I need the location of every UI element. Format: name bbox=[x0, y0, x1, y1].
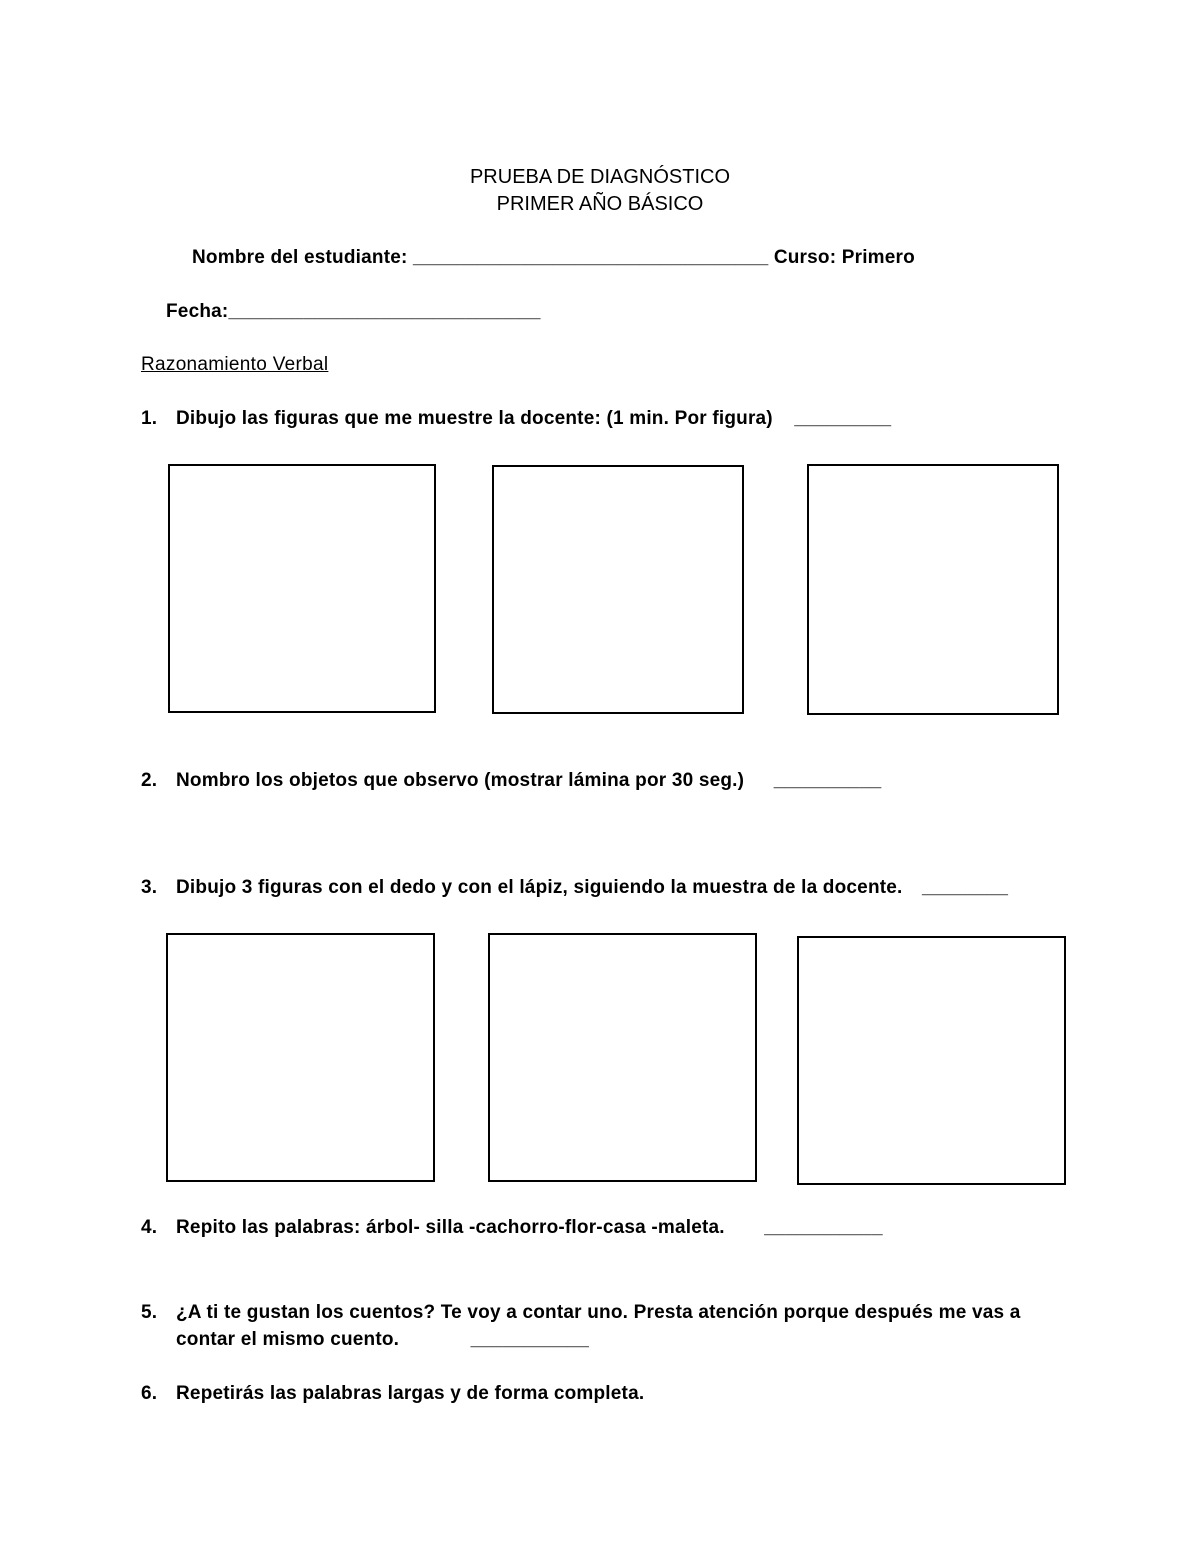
date-label: Fecha: bbox=[166, 301, 229, 322]
page-title: PRUEBA DE DIAGNÓSTICO bbox=[469, 166, 731, 188]
question-2-text: Nombro los objetos que observo (mostrar lámina por 30 seg.) bbox=[176, 770, 745, 791]
question-1-score-blank[interactable]: _________ bbox=[794, 408, 892, 429]
question-1-text: Dibujo las figuras que me muestre la docente: (1 min. Por figura) bbox=[176, 408, 773, 429]
question-5-number: 5. bbox=[141, 1302, 158, 1323]
question-6-number: 6. bbox=[141, 1383, 158, 1404]
drawing-box[interactable] bbox=[797, 936, 1066, 1185]
question-2-score-blank[interactable]: __________ bbox=[773, 770, 882, 791]
question-4 bbox=[141, 1217, 883, 1239]
student-name-label: Nombre del estudiante: bbox=[192, 247, 408, 268]
question-5-text: ¿A ti te gustan los cuentos? Te voy a contar uno. Presta atención porque después me vas a bbox=[176, 1302, 1021, 1323]
date-field[interactable]: _____________________________ bbox=[228, 301, 541, 322]
drawing-box[interactable] bbox=[492, 465, 744, 714]
question-4-score-blank[interactable]: ___________ bbox=[764, 1217, 883, 1238]
student-name-row bbox=[192, 247, 915, 269]
date-row bbox=[166, 301, 541, 323]
question-2-number: 2. bbox=[141, 770, 158, 791]
drawing-box[interactable] bbox=[168, 464, 436, 713]
question-5 bbox=[141, 1302, 1021, 1324]
question-2 bbox=[141, 770, 881, 792]
question-6 bbox=[141, 1383, 644, 1405]
question-6-text: Repetirás las palabras largas y de forma completa. bbox=[176, 1383, 645, 1404]
question-5-continued bbox=[176, 1329, 589, 1351]
page-subtitle: PRIMER AÑO BÁSICO bbox=[496, 193, 704, 215]
course-label: Curso: Primero bbox=[773, 247, 915, 268]
question-3-number: 3. bbox=[141, 877, 158, 898]
question-5-text-line2: contar el mismo cuento. bbox=[176, 1329, 400, 1350]
question-1-number: 1. bbox=[141, 408, 158, 429]
question-3-text: Dibujo 3 figuras con el dedo y con el lápiz, siguiendo la muestra de la docente. bbox=[176, 877, 903, 898]
question-4-text: Repito las palabras: árbol- silla -cachorro-flor-casa -maleta. bbox=[176, 1217, 725, 1238]
question-4-number: 4. bbox=[141, 1217, 158, 1238]
question-5-score-blank[interactable]: ___________ bbox=[470, 1329, 590, 1350]
drawing-box[interactable] bbox=[488, 933, 757, 1182]
drawing-box[interactable] bbox=[807, 464, 1059, 715]
student-name-field[interactable]: _________________________________ bbox=[413, 247, 769, 268]
section-title: Razonamiento Verbal bbox=[141, 354, 329, 375]
question-3 bbox=[141, 877, 1008, 899]
drawing-box[interactable] bbox=[166, 933, 435, 1182]
question-3-score-blank[interactable]: ________ bbox=[922, 877, 1009, 898]
question-1 bbox=[141, 408, 891, 430]
